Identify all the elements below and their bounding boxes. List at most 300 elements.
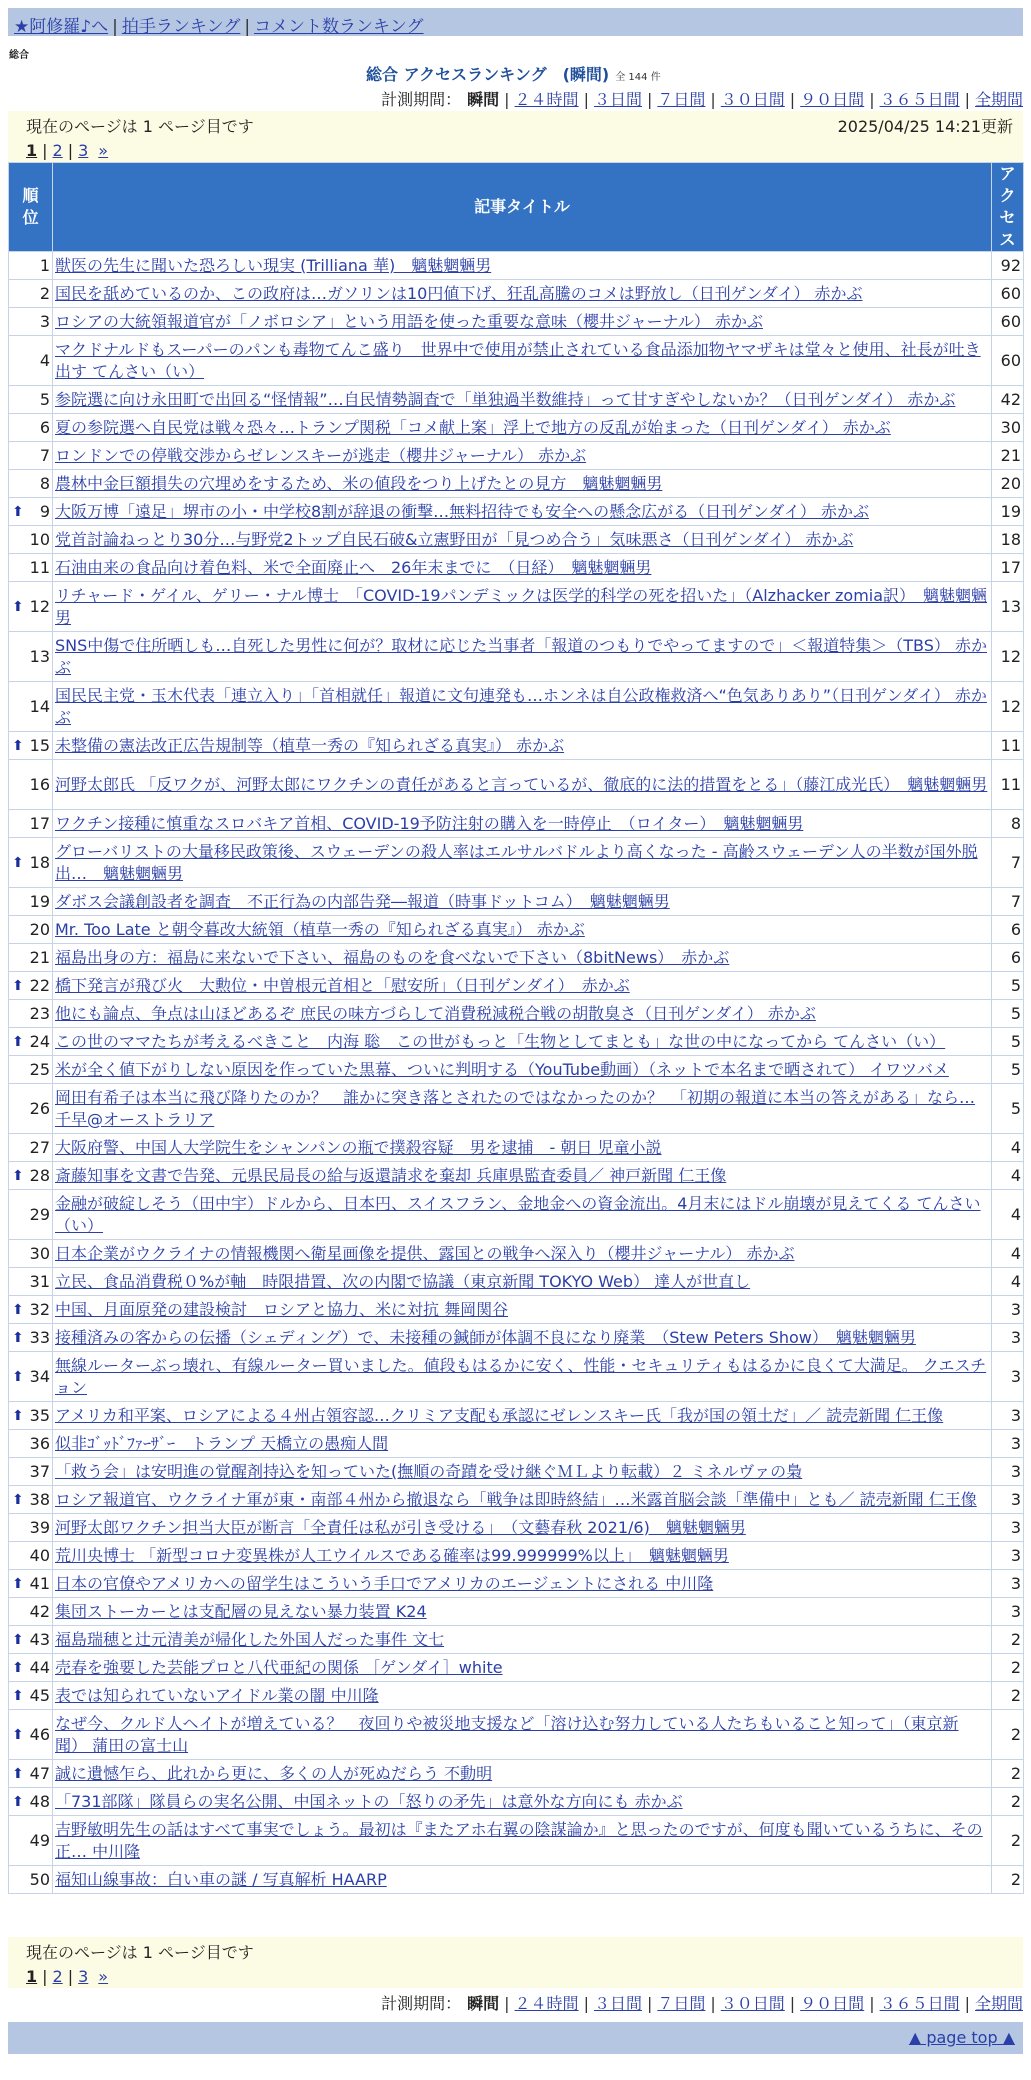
article-title-link[interactable]: アメリカ和平案、ロシアによる４州占領容認…クリミア支配も承認にゼレンスキー氏「我が国の領土だ」／ 読売新聞 仁王像 bbox=[55, 1405, 944, 1425]
rank-number: 18 bbox=[29, 852, 50, 872]
rank-cell bbox=[9, 1514, 53, 1542]
rank-cell bbox=[9, 308, 53, 336]
title-cell bbox=[53, 972, 992, 1000]
article-title-link[interactable]: 福知山線事故：白い車の謎 / 写真解析 HAARP bbox=[55, 1869, 387, 1889]
title-cell bbox=[53, 1654, 992, 1682]
article-title-link[interactable]: 日本企業がウクライナの情報機関へ衛星画像を提供、露国との戦争へ深入り（櫻井ジャーナル） 赤かぶ bbox=[55, 1243, 795, 1263]
rank-cell bbox=[9, 1056, 53, 1084]
rank-number: 19 bbox=[29, 891, 50, 911]
rank-cell bbox=[9, 1240, 53, 1268]
rank-number: 15 bbox=[29, 735, 50, 755]
rank-number: 34 bbox=[29, 1366, 50, 1386]
rank-number: 8 bbox=[39, 473, 50, 493]
article-title-link[interactable]: 接種済みの客からの伝播（シェディング）で、未接種の鍼師が体調不良になり廃業 （Stew Peters Show） 魑魅魍魎男 bbox=[55, 1327, 916, 1347]
article-title-link[interactable]: Mr. Too Late と朝令暮改大統領（植草一秀の『知られざる真実』） 赤かぶ bbox=[55, 919, 585, 939]
title-cell bbox=[53, 1000, 992, 1028]
rank-number: 43 bbox=[29, 1629, 50, 1649]
table-row bbox=[9, 1542, 1024, 1570]
title-cell bbox=[53, 1430, 992, 1458]
rank-cell bbox=[9, 1268, 53, 1296]
rank-number: 37 bbox=[29, 1461, 50, 1481]
access-count: 12 bbox=[992, 632, 1024, 682]
access-count: 5 bbox=[992, 1028, 1024, 1056]
article-title-link[interactable]: 国民を舐めているのか、この政府は…ガソリンは10円値下げ、狂乱高騰のコメは野放し（日刊ゲンダイ） 赤かぶ bbox=[55, 283, 863, 303]
nav-comment-ranking-link[interactable]: コメント数ランキング bbox=[254, 17, 424, 37]
title-cell bbox=[53, 1324, 992, 1352]
table-row bbox=[9, 1654, 1024, 1682]
access-count: 30 bbox=[992, 414, 1024, 442]
rank-number: 1 bbox=[39, 255, 50, 275]
rank-number: 27 bbox=[29, 1137, 50, 1157]
article-title-link[interactable]: 大阪万博「遠足」堺市の小・中学校8割が辞退の衝撃…無料招待でも安全への懸念広がる（日刊ゲンダイ） 赤かぶ bbox=[55, 501, 869, 521]
rank-cell bbox=[9, 1570, 53, 1598]
rank-cell bbox=[9, 1134, 53, 1162]
rank-up-arrow-icon: ⬆ bbox=[12, 1301, 24, 1318]
period-link-7d[interactable]: ７日間 bbox=[657, 1994, 706, 2013]
article-title-link[interactable]: 無線ルーターぶっ壊れ、有線ルーター買いました。値段もはるかに安く、性能・セキュリティもはるかに良くて大満足。 クエスチョン bbox=[55, 1355, 987, 1397]
article-title-link[interactable]: なぜ今、クルド人ヘイトが増えている？ 夜回りや被災地支援など「溶け込む努力している人たちもいること知って」（東京新聞） 蒲田の富士山 bbox=[55, 1713, 959, 1755]
title-cell bbox=[53, 414, 992, 442]
title-cell bbox=[53, 916, 992, 944]
footer-bar bbox=[8, 2022, 1023, 2054]
header-rank: 順位 bbox=[9, 163, 53, 252]
table-row bbox=[9, 916, 1024, 944]
rank-up-arrow-icon: ⬆ bbox=[12, 1329, 24, 1346]
table-row bbox=[9, 1486, 1024, 1514]
rank-up-arrow-icon: ⬆ bbox=[12, 598, 24, 615]
rank-cell bbox=[9, 414, 53, 442]
rank-cell bbox=[9, 1816, 53, 1866]
title-cell bbox=[53, 582, 992, 632]
access-count: 2 bbox=[992, 1710, 1024, 1760]
title-cell bbox=[53, 1458, 992, 1486]
access-count: 3 bbox=[992, 1430, 1024, 1458]
title-cell bbox=[53, 1162, 992, 1190]
period-link-365d[interactable]: ３６５日間 bbox=[879, 1994, 960, 2013]
article-title-link[interactable]: リチャード・ゲイル、ゲリー・ナル博士 「COVID-19パンデミックは医学的科学の死を招いた」（Alzhacker zomia訳） 魑魅魍魎男 bbox=[55, 585, 988, 627]
rank-number: 45 bbox=[29, 1685, 50, 1705]
table-row bbox=[9, 1598, 1024, 1626]
table-row bbox=[9, 1134, 1024, 1162]
table-row bbox=[9, 1352, 1024, 1402]
rank-number: 48 bbox=[29, 1791, 50, 1811]
title-cell bbox=[53, 1866, 992, 1894]
access-count: 3 bbox=[992, 1296, 1024, 1324]
title-cell bbox=[53, 1486, 992, 1514]
article-title-link[interactable]: 党首討論ねっとり30分…与野党2トップ自民石破&立憲野田が「見つめ合う」気味悪さ（日刊ゲンダイ） 赤かぶ bbox=[55, 529, 854, 549]
rank-cell bbox=[9, 1352, 53, 1402]
rank-number: 28 bbox=[29, 1165, 50, 1185]
access-count: 2 bbox=[992, 1654, 1024, 1682]
rank-up-arrow-icon: ⬆ bbox=[12, 977, 24, 994]
title-cell bbox=[53, 554, 992, 582]
table-row bbox=[9, 1084, 1024, 1134]
article-title-link[interactable]: 河野太郎氏 「反ワクが、河野太郎にワクチンの責任があると言っているが、徹底的に法的措置をとる」（藤江成光氏） 魑魅魍魎男 bbox=[55, 774, 988, 794]
rank-number: 14 bbox=[29, 696, 50, 716]
rank-cell bbox=[9, 582, 53, 632]
title-cell bbox=[53, 1710, 992, 1760]
rank-number: 17 bbox=[29, 813, 50, 833]
access-count: 2 bbox=[992, 1682, 1024, 1710]
rank-number: 38 bbox=[29, 1489, 50, 1509]
article-title-link[interactable]: ロシアの大統領報道官が「ノボロシア」という用語を使った重要な意味（櫻井ジャーナル） 赤かぶ bbox=[55, 311, 763, 331]
rank-number: 33 bbox=[29, 1327, 50, 1347]
article-title-link[interactable]: 岡田有希子は本当に飛び降りたのか？ 誰かに突き落とされたのではなかったのか？ 「初期の報道に本当の答えがある」なら… 千早@オーストラリア bbox=[55, 1087, 976, 1129]
rank-number: 29 bbox=[29, 1204, 50, 1224]
title-cell bbox=[53, 1352, 992, 1402]
access-count: 5 bbox=[992, 1084, 1024, 1134]
category-tag: 総合 bbox=[9, 50, 29, 61]
rank-cell bbox=[9, 1296, 53, 1324]
nav-asyura-link[interactable]: ★阿修羅♪へ bbox=[14, 17, 109, 37]
rank-up-arrow-icon: ⬆ bbox=[12, 1659, 24, 1676]
table-row bbox=[9, 1514, 1024, 1542]
rank-number: 16 bbox=[29, 774, 50, 794]
table-row bbox=[9, 554, 1024, 582]
access-count: 3 bbox=[992, 1514, 1024, 1542]
article-title-link[interactable]: ダボス会議創設者を調査 不正行為の内部告発―報道（時事ドットコム） 魑魅魍魎男 bbox=[55, 891, 670, 911]
article-title-link[interactable]: 獣医の先生に聞いた恐ろしい現実 (Trilliana 華) 魑魅魍魎男 bbox=[55, 255, 492, 275]
page-separator: | bbox=[42, 141, 48, 160]
access-count: 19 bbox=[992, 498, 1024, 526]
page-link-3[interactable]: 3 bbox=[78, 1967, 89, 1986]
article-title-link[interactable]: 荒川央博士 「新型コロナ変異株が人工ウイルスである確率は99.999999%以上」 魑魅魍魎男 bbox=[55, 1545, 729, 1565]
rank-cell bbox=[9, 1084, 53, 1134]
access-count: 2 bbox=[992, 1788, 1024, 1816]
article-title-link[interactable]: 似非ｺﾞｯﾄﾞﾌｧｰｻﾞｰ トランプ 天橋立の愚痴人間 bbox=[55, 1433, 389, 1453]
table-row bbox=[9, 1028, 1024, 1056]
article-title-link[interactable]: 他にも論点、争点は山ほどあるぞ 庶民の味方づらして消費税減税合戦の胡散臭さ（日刊ゲンダイ） 赤かぶ bbox=[55, 1003, 816, 1023]
rank-number: 30 bbox=[29, 1243, 50, 1263]
title-cell bbox=[53, 1682, 992, 1710]
article-title-link[interactable]: 福島出身の方：福島に来ないで下さい、福島のものを食べないで下さい（8bitNews） 赤かぶ bbox=[55, 947, 730, 967]
article-title-link[interactable]: ロンドンでの停戦交渉からゼレンスキーが逃走（櫻井ジャーナル） 赤かぶ bbox=[55, 445, 587, 465]
rank-up-arrow-icon: ⬆ bbox=[12, 1368, 24, 1385]
rank-cell bbox=[9, 888, 53, 916]
access-count: 5 bbox=[992, 1000, 1024, 1028]
article-title-link[interactable]: 誠に遺憾乍ら、此れから更に、多くの人が死ぬだらう 不動明 bbox=[55, 1763, 493, 1783]
page-current: 1 bbox=[26, 141, 38, 160]
rank-up-arrow-icon: ⬆ bbox=[12, 1167, 24, 1184]
period-separator: | bbox=[646, 90, 653, 109]
rank-cell bbox=[9, 1162, 53, 1190]
rank-cell bbox=[9, 554, 53, 582]
rank-number: 10 bbox=[29, 529, 50, 549]
article-title-link[interactable]: ワクチン接種に慎重なスロバキア首相、COVID-19予防注射の購入を一時停止 （ロイター） 魑魅魍魎男 bbox=[55, 813, 804, 833]
article-title-link[interactable]: 米が全く値下がりしない原因を作っていた黒幕、ついに判明する（YouTube動画）（ネットで本名まで晒されて） イワツバメ bbox=[55, 1059, 949, 1079]
table-row bbox=[9, 1866, 1024, 1894]
title-cell bbox=[53, 336, 992, 386]
access-count: 4 bbox=[992, 1240, 1024, 1268]
period-link-365d[interactable]: ３６５日間 bbox=[879, 90, 960, 109]
rank-number: 31 bbox=[29, 1271, 50, 1291]
title-cell bbox=[53, 526, 992, 554]
article-title-link[interactable]: 農林中金巨額損失の穴埋めをするため、米の値段をつり上げたとの見方 魑魅魍魎男 bbox=[55, 473, 663, 493]
article-title-link[interactable]: グローバリストの大量移民政策後、スウェーデンの殺人率はエルサルバドルより高くなった - 高齢スウェーデン人の半数が国外脱出… 魑魅魍魎男 bbox=[55, 841, 978, 883]
rank-cell bbox=[9, 916, 53, 944]
article-title-link[interactable]: 未整備の憲法改正広告規制等（植草一秀の『知られざる真実』） 赤かぶ bbox=[55, 735, 565, 755]
title-cell bbox=[53, 1788, 992, 1816]
access-count: 3 bbox=[992, 1458, 1024, 1486]
title-cell bbox=[53, 682, 992, 732]
period-link-90d[interactable]: ９０日間 bbox=[800, 1994, 865, 2013]
access-count: 3 bbox=[992, 1402, 1024, 1430]
title-cell bbox=[53, 1190, 992, 1240]
access-count: 8 bbox=[992, 810, 1024, 838]
page-link-3[interactable]: 3 bbox=[78, 141, 89, 160]
access-count: 17 bbox=[992, 554, 1024, 582]
page-link-2[interactable]: 2 bbox=[52, 1967, 63, 1986]
access-count: 13 bbox=[992, 582, 1024, 632]
page-next-link[interactable]: » bbox=[98, 1967, 109, 1986]
rank-up-arrow-icon: ⬆ bbox=[12, 1793, 24, 1810]
article-title-link[interactable]: 立民、食品消費税０%が軸 時限措置、次の内閣で協議（東京新聞 TOKYO Web） 達人が世直し bbox=[55, 1271, 751, 1291]
title-cell bbox=[53, 1598, 992, 1626]
article-title-link[interactable]: 日本の官僚やアメリカへの留学生はこういう手口でアメリカのエージェントにされる 中川隆 bbox=[55, 1573, 714, 1593]
article-title-link[interactable]: 夏の参院選へ自民党は戦々恐々…トランプ関税「コメ献上案」浮上で地方の反乱が始まった（日刊ゲンダイ） 赤かぶ bbox=[55, 417, 891, 437]
rank-cell bbox=[9, 1000, 53, 1028]
table-row bbox=[9, 1296, 1024, 1324]
table-row bbox=[9, 582, 1024, 632]
page-top-link[interactable]: ▲ page top ▲ bbox=[908, 2028, 1015, 2047]
title-cell bbox=[53, 1268, 992, 1296]
rank-number: 7 bbox=[39, 445, 50, 465]
rank-number: 39 bbox=[29, 1517, 50, 1537]
access-count: 3 bbox=[992, 1352, 1024, 1402]
table-row bbox=[9, 386, 1024, 414]
rank-number: 5 bbox=[39, 389, 50, 409]
access-count: 42 bbox=[992, 386, 1024, 414]
article-title-link[interactable]: 「救う会」は安明進の覚醒剤持込を知っていた(撫順の奇蹟を受け継ぐＭＬより転載）２ ミネルヴァの梟 bbox=[55, 1461, 803, 1481]
page-links bbox=[26, 141, 1005, 160]
nav-clap-ranking-link[interactable]: 拍手ランキング bbox=[121, 17, 241, 37]
article-title-link[interactable]: 大阪府警、中国人大学院生をシャンパンの瓶で撲殺容疑 男を逮捕 - 朝日 児童小説 bbox=[55, 1137, 662, 1157]
article-title-link[interactable]: SNS中傷で住所晒しも…自死した男性に何が？取材に応じた当事者「報道のつもりでやってますので」＜報道特集＞（TBS） 赤かぶ bbox=[55, 635, 987, 677]
access-count: 5 bbox=[992, 1056, 1024, 1084]
table-row bbox=[9, 470, 1024, 498]
rank-up-arrow-icon: ⬆ bbox=[12, 854, 24, 871]
access-count: 60 bbox=[992, 280, 1024, 308]
access-count: 3 bbox=[992, 1324, 1024, 1352]
table-row bbox=[9, 1324, 1024, 1352]
title-cell bbox=[53, 1514, 992, 1542]
page-next-link[interactable]: » bbox=[98, 141, 109, 160]
table-row bbox=[9, 414, 1024, 442]
period-separator: | bbox=[964, 90, 970, 109]
page-separator: | bbox=[42, 1967, 48, 1986]
rank-number: 2 bbox=[39, 283, 50, 303]
rank-cell bbox=[9, 470, 53, 498]
total-count: 全 144 件 bbox=[615, 72, 661, 83]
rank-number: 32 bbox=[29, 1299, 50, 1319]
table-row bbox=[9, 1458, 1024, 1486]
period-link-7d[interactable]: ７日間 bbox=[657, 90, 706, 109]
rank-number: 35 bbox=[29, 1405, 50, 1425]
article-title-link[interactable]: 売春を強要した芸能プロと八代亜紀の関係 ［ゲンダイ］white bbox=[55, 1657, 503, 1677]
ranking-table bbox=[8, 162, 1024, 1894]
access-count: 4 bbox=[992, 1190, 1024, 1240]
period-link-24h[interactable]: ２４時間 bbox=[514, 90, 579, 109]
article-title-link[interactable]: ロシア報道官、ウクライナ軍が東・南部４州から撤退なら「戦争は即時終結」…米露首脳会談「準備中」とも／ 読売新聞 仁王像 bbox=[55, 1489, 977, 1509]
rank-number: 50 bbox=[29, 1869, 50, 1889]
rank-cell bbox=[9, 1654, 53, 1682]
rank-cell bbox=[9, 632, 53, 682]
article-title-link[interactable]: 石油由来の食品向け着色料、米で全面廃止へ 26年末までに （日経） 魑魅魍魎男 bbox=[55, 557, 652, 577]
period-selector-top bbox=[381, 87, 1023, 110]
access-count: 5 bbox=[992, 972, 1024, 1000]
table-row bbox=[9, 944, 1024, 972]
period-label: 計測期間： bbox=[381, 1994, 462, 2013]
page-link-2[interactable]: 2 bbox=[52, 141, 63, 160]
access-count: 60 bbox=[992, 336, 1024, 386]
period-label: 計測期間： bbox=[381, 90, 462, 109]
access-count: 18 bbox=[992, 526, 1024, 554]
table-row bbox=[9, 888, 1024, 916]
rank-up-arrow-icon: ⬆ bbox=[12, 1726, 24, 1743]
period-link-all[interactable]: 全期間 bbox=[974, 90, 1023, 109]
page-title-text: 総合 アクセスランキング (瞬間) bbox=[366, 65, 610, 84]
period-separator: | bbox=[583, 90, 589, 109]
table-row bbox=[9, 1760, 1024, 1788]
article-title-link[interactable]: 橋下発言が飛び火 大勲位・中曽根元首相と「慰安所」（日刊ゲンダイ） 赤かぶ bbox=[55, 975, 630, 995]
rank-cell bbox=[9, 810, 53, 838]
period-link-24h[interactable]: ２４時間 bbox=[514, 1994, 579, 2013]
nav-separator: | bbox=[112, 17, 118, 37]
rank-number: 47 bbox=[29, 1763, 50, 1783]
rank-number: 41 bbox=[29, 1573, 50, 1593]
title-cell bbox=[53, 838, 992, 888]
table-row bbox=[9, 280, 1024, 308]
title-cell bbox=[53, 760, 992, 810]
top-nav-bar bbox=[8, 8, 1023, 36]
title-cell bbox=[53, 1056, 992, 1084]
access-count: 2 bbox=[992, 1866, 1024, 1894]
period-separator: | bbox=[869, 1994, 875, 2013]
rank-cell bbox=[9, 1760, 53, 1788]
article-title-link[interactable]: 「731部隊」隊員らの実名公開、中国ネットの「怒りの矛先」は意外な方向にも 赤かぶ bbox=[55, 1791, 683, 1811]
access-count: 7 bbox=[992, 838, 1024, 888]
table-row bbox=[9, 1710, 1024, 1760]
rank-up-arrow-icon: ⬆ bbox=[12, 1631, 24, 1648]
table-row bbox=[9, 810, 1024, 838]
article-title-link[interactable]: 斎藤知事を文書で告発、元県民局長の給与返還請求を棄却 兵庫県監査委員／ 神戸新聞 仁王像 bbox=[55, 1165, 727, 1185]
period-link-3d[interactable]: ３日間 bbox=[593, 1994, 642, 2013]
updated-timestamp: 2025/04/25 14:21更新 bbox=[837, 117, 1013, 136]
rank-cell bbox=[9, 386, 53, 414]
rank-number: 3 bbox=[39, 311, 50, 331]
period-link-90d[interactable]: ９０日間 bbox=[800, 90, 865, 109]
table-row bbox=[9, 1816, 1024, 1866]
rank-cell bbox=[9, 1866, 53, 1894]
title-cell bbox=[53, 632, 992, 682]
rank-cell bbox=[9, 442, 53, 470]
rank-cell bbox=[9, 1486, 53, 1514]
rank-number: 6 bbox=[39, 417, 50, 437]
title-cell bbox=[53, 1240, 992, 1268]
access-count: 3 bbox=[992, 1598, 1024, 1626]
period-separator: | bbox=[583, 1994, 589, 2013]
current-page-text: 現在のページは 1 ページ目です bbox=[26, 117, 254, 136]
access-count: 7 bbox=[992, 888, 1024, 916]
table-row bbox=[9, 1788, 1024, 1816]
title-cell bbox=[53, 1028, 992, 1056]
table-row bbox=[9, 1626, 1024, 1654]
period-link-all[interactable]: 全期間 bbox=[974, 1994, 1023, 2013]
rank-cell bbox=[9, 1710, 53, 1760]
article-title-link[interactable]: 中国、月面原発の建設検討 ロシアと協力、米に対抗 舞岡関谷 bbox=[55, 1299, 509, 1319]
access-count: 4 bbox=[992, 1134, 1024, 1162]
table-row bbox=[9, 1402, 1024, 1430]
access-count: 3 bbox=[992, 1542, 1024, 1570]
table-row bbox=[9, 308, 1024, 336]
period-separator: | bbox=[710, 90, 716, 109]
access-count: 92 bbox=[992, 252, 1024, 280]
access-count: 3 bbox=[992, 1570, 1024, 1598]
rank-cell bbox=[9, 1626, 53, 1654]
access-count: 4 bbox=[992, 1268, 1024, 1296]
pager-top bbox=[8, 111, 1023, 162]
article-title-link[interactable]: 吉野敏明先生の話はすべて事実でしょう。最初は『またアホ右翼の陰謀論か』と思ったのですが、何度も聞いているうちに、その正… 中川隆 bbox=[55, 1819, 983, 1861]
period-link-30d[interactable]: ３０日間 bbox=[720, 1994, 785, 2013]
period-current: 瞬間 bbox=[467, 1994, 500, 2013]
article-title-link[interactable]: マクドナルドもスーパーのパンも毒物てんこ盛り 世界中で使用が禁止されている食品添加物ヤマザキは堂々と使用、社長が吐き出す てんさい（い） bbox=[55, 339, 981, 381]
access-count: 6 bbox=[992, 944, 1024, 972]
table-row bbox=[9, 1570, 1024, 1598]
article-title-link[interactable]: 金融が破綻しそう（田中宇）ドルから、日本円、スイスフラン、金地金への資金流出。4月末にはドル崩壊が見えてくる てんさい（い） bbox=[55, 1193, 981, 1235]
period-separator: | bbox=[504, 1994, 510, 2013]
rank-up-arrow-icon: ⬆ bbox=[12, 1765, 24, 1782]
title-cell bbox=[53, 442, 992, 470]
rank-cell bbox=[9, 498, 53, 526]
period-selector-bottom bbox=[381, 1991, 1023, 2014]
rank-cell bbox=[9, 280, 53, 308]
access-count: 2 bbox=[992, 1626, 1024, 1654]
title-cell bbox=[53, 280, 992, 308]
access-count: 2 bbox=[992, 1760, 1024, 1788]
header-access: アクセス bbox=[992, 163, 1024, 252]
table-row bbox=[9, 760, 1024, 810]
title-cell bbox=[53, 732, 992, 760]
title-cell bbox=[53, 252, 992, 280]
article-title-link[interactable]: 福島瑞穂と辻元清美が帰化した外国人だった事件 文七 bbox=[55, 1629, 445, 1649]
title-cell bbox=[53, 386, 992, 414]
period-separator: | bbox=[789, 1994, 796, 2013]
article-title-link[interactable]: 参院選に向け永田町で出回る“怪情報”…自民情勢調査で「単独過半数維持」って甘すぎやしないか？（日刊ゲンダイ） 赤かぶ bbox=[55, 389, 956, 409]
article-title-link[interactable]: この世のママたちが考えるべきこと 内海 聡 この世がもっと「生物としてまとも」な世の中になってから てんさい（い） bbox=[55, 1031, 946, 1051]
rank-number: 21 bbox=[29, 947, 50, 967]
article-title-link[interactable]: 国民民主党・玉木代表「連立入り」「首相就任」報道に文句連発も…ホンネは自公政権救済へ“色気ありあり”（日刊ゲンダイ） 赤かぶ bbox=[55, 685, 987, 727]
table-row bbox=[9, 732, 1024, 760]
access-count: 11 bbox=[992, 760, 1024, 810]
table-row bbox=[9, 442, 1024, 470]
period-link-3d[interactable]: ３日間 bbox=[593, 90, 642, 109]
article-title-link[interactable]: 表では知られていないアイドル業の闇 中川隆 bbox=[55, 1685, 379, 1705]
rank-number: 4 bbox=[39, 350, 50, 370]
rank-number: 40 bbox=[29, 1545, 50, 1565]
rank-cell bbox=[9, 1430, 53, 1458]
rank-cell bbox=[9, 1598, 53, 1626]
header-title: 記事タイトル bbox=[53, 163, 992, 252]
article-title-link[interactable]: 集団ストーカーとは支配層の見えない暴力装置 K24 bbox=[55, 1601, 427, 1621]
table-row bbox=[9, 252, 1024, 280]
table-row bbox=[9, 838, 1024, 888]
table-row bbox=[9, 498, 1024, 526]
period-link-30d[interactable]: ３０日間 bbox=[720, 90, 785, 109]
page-current: 1 bbox=[26, 1967, 38, 1986]
article-title-link[interactable]: 河野太郎ワクチン担当大臣が断言「全責任は私が引き受ける」 （文藝春秋 2021/6) 魑魅魍魎男 bbox=[55, 1517, 746, 1537]
rank-up-arrow-icon: ⬆ bbox=[12, 503, 24, 520]
title-cell bbox=[53, 1084, 992, 1134]
